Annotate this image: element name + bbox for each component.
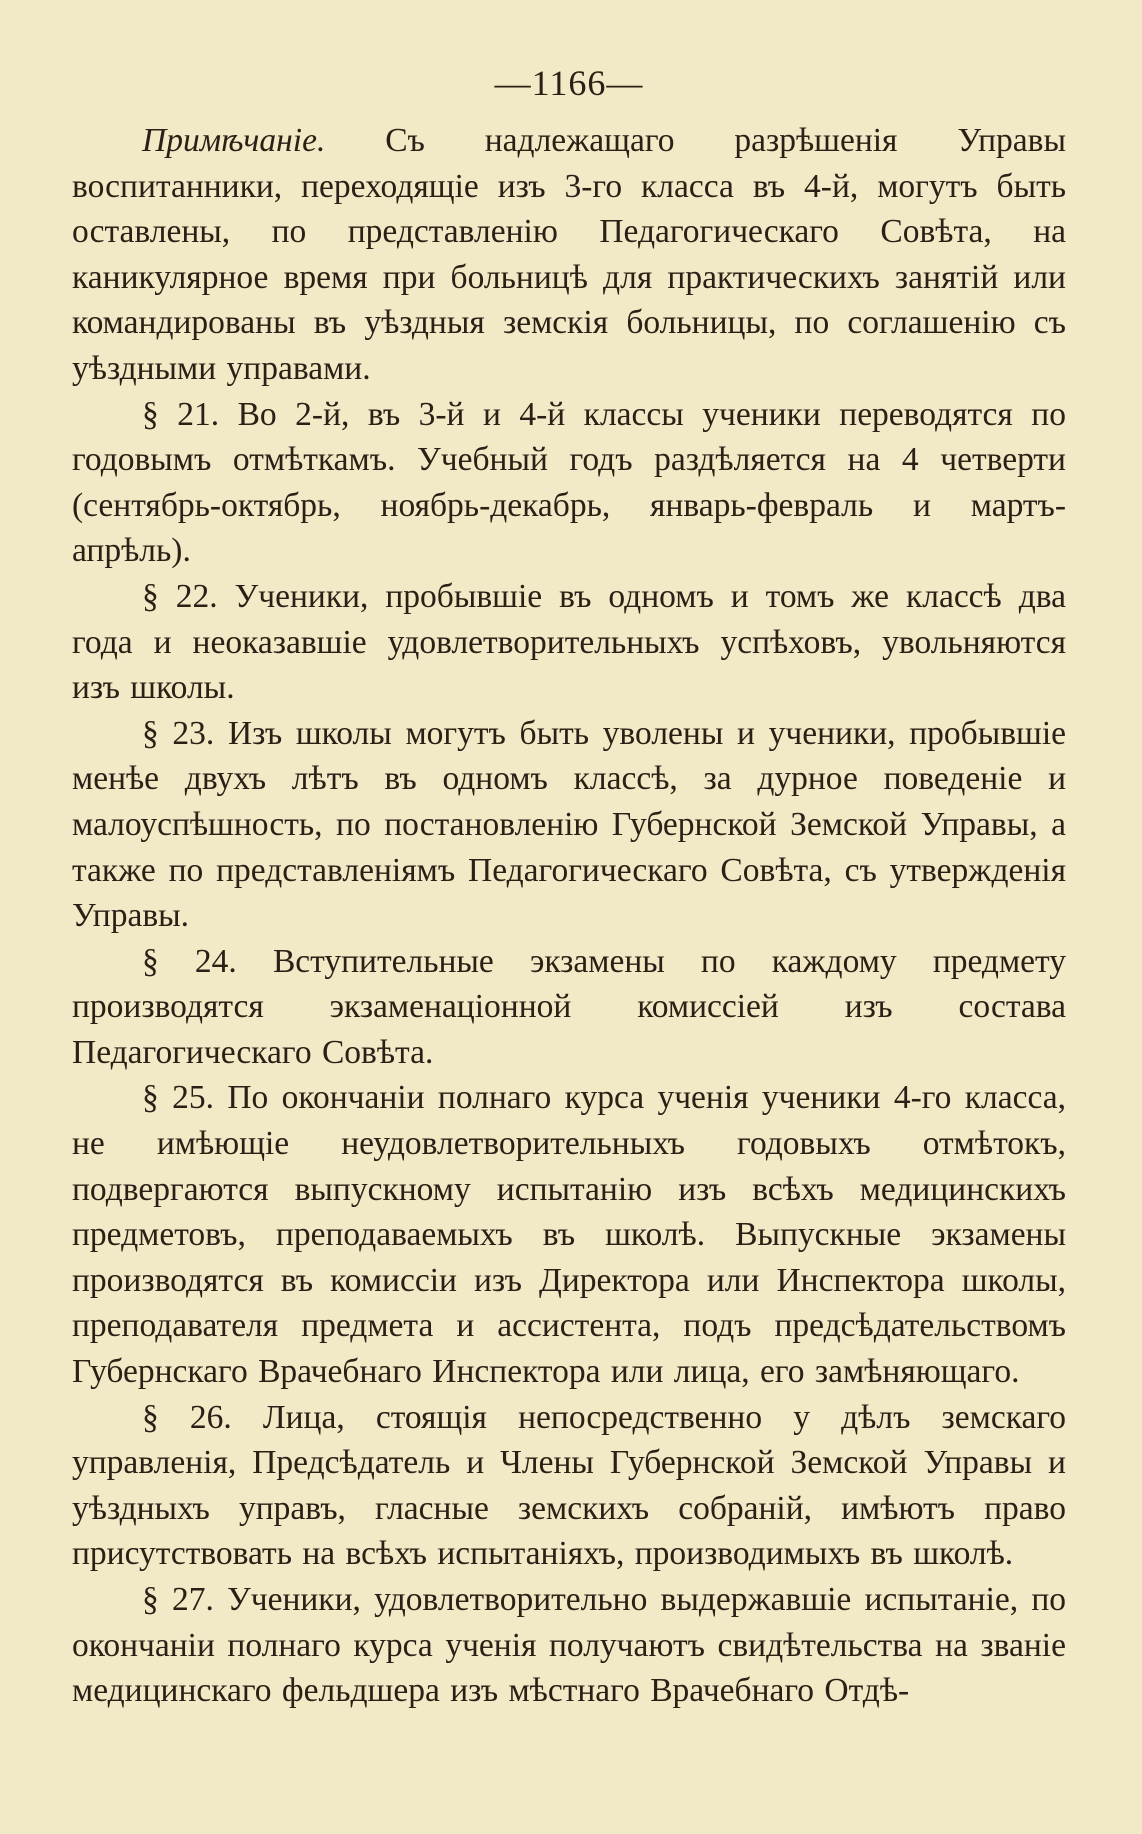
section-23-paragraph: § 23. Изъ школы могутъ быть уволены и ученики, пробывшіе менѣе двухъ лѣтъ въ одномъ классѣ, за дурное поведеніе и малоуспѣшность, по постановленію Губернской Земской Управы, а также по представленіямъ Педагогическаго Совѣта, съ утвержденія Управы. (72, 714, 1066, 935)
page-number: —1166— (494, 63, 644, 103)
note-text: Съ надлежащаго разрѣшенія Управы воспитанники, переходящіе изъ 3-го класса въ 4-й, могутъ быть оставлены, по представленію Педагогическаго Совѣта, на каникулярное время при больницѣ для практическихъ занятій или командированы въ уѣздныя земскія больницы, по соглашенію съ уѣздными управами. (72, 122, 1066, 387)
section-26-paragraph: § 26. Лица, стоящія непосредственно у дѣлъ земскаго управленія, Предсѣдатель и Члены Губернской Земской Управы и уѣздныхъ управъ, гласные земскихъ собраній, имѣютъ право присутствовать на всѣхъ испытаніяхъ, производимыхъ въ школѣ. (72, 1398, 1066, 1573)
note-label: Примѣчаніе. (142, 122, 326, 159)
section-21-paragraph: § 21. Во 2-й, въ 3-й и 4-й классы ученики переводятся по годовымъ отмѣткамъ. Учебный годъ раздѣляется на 4 четверти (сентябрь-октябрь, ноябрь-декабрь, январь-февраль и мартъ-апрѣль). (72, 395, 1066, 570)
section-25-paragraph: § 25. По окончаніи полнаго курса ученія ученики 4-го класса, не имѣющіе неудовлетворительныхъ годовыхъ отмѣтокъ, подвергаются выпускному испытанію изъ всѣхъ медицинскихъ предметовъ, преподаваемыхъ въ школѣ. Выпускные экзамены производятся въ комиссіи изъ Директора или Инспектора школы, преподавателя предмета и ассистента, подъ предсѣдательствомъ Губернскаго Врачебнаго Инспектора или лица, его замѣняющаго. (72, 1079, 1066, 1391)
section-27-paragraph: § 27. Ученики, удовлетворительно выдержавшіе испытаніе, по окончаніи полнаго курса ученія получаютъ свидѣтельства на званіе медицинскаго фельдшера изъ мѣстнаго Врачебнаго Отдѣ- (72, 1581, 1066, 1710)
section-24-paragraph: § 24. Вступительные экзамены по каждому предмету производятся экзаменаціонной комиссіей изъ состава Педагогическаго Совѣта. (72, 942, 1066, 1071)
section-22-paragraph: § 22. Ученики, пробывшіе въ одномъ и томъ же классѣ два года и неоказавшіе удовлетворительныхъ успѣховъ, увольняются изъ школы. (72, 577, 1066, 707)
note-paragraph (72, 118, 1066, 392)
